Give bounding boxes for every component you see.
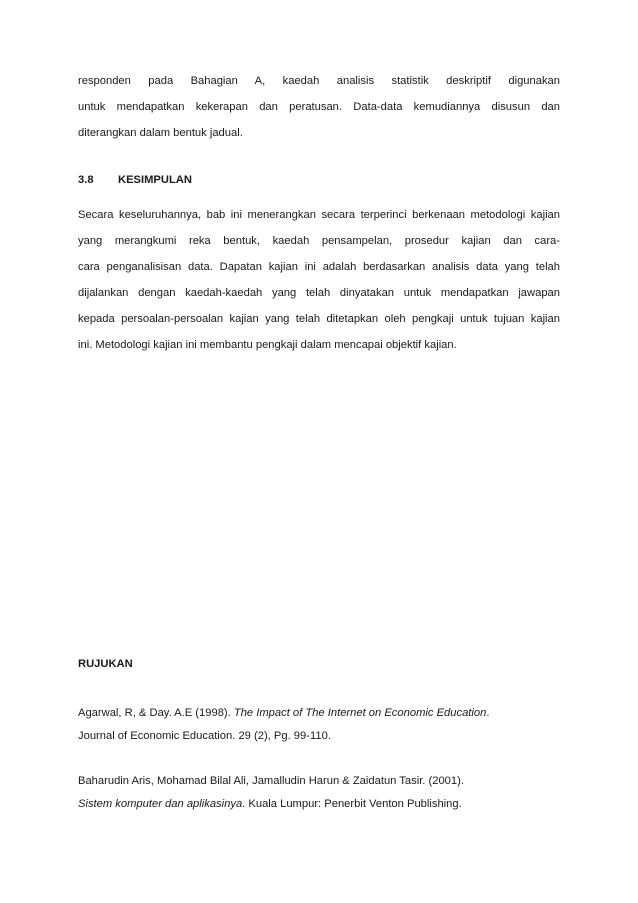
text-line: cara penganalisisan data. Dapatan kajian ini adalah berdasarkan analisis data yang telah	[78, 261, 560, 273]
text-line: responden pada Bahagian A, kaedah analisis statistik deskriptif digunakan	[78, 75, 560, 87]
section-title: KESIMPULAN	[118, 174, 192, 186]
intro-paragraph	[78, 68, 560, 146]
text-line: diterangkan dalam bentuk jadual.	[78, 127, 243, 139]
section-heading	[78, 174, 192, 186]
reference-title: Sistem komputer dan aplikasinya	[78, 798, 243, 810]
text-line: untuk mendapatkan kekerapan dan peratusan. Data-data kemudiannya disusun dan	[78, 101, 560, 113]
conclusion-paragraph	[78, 202, 560, 358]
section-number: 3.8	[78, 174, 94, 186]
references-heading: RUJUKAN	[78, 658, 133, 670]
reference-title: The Impact of The Internet on Economic Education	[233, 707, 487, 719]
reference-source: Journal of Economic Education. 29 (2), Pg. 99-110.	[78, 730, 331, 742]
reference-item	[78, 702, 568, 748]
reference-authors: Agarwal, R, & Day. A.E (1998).	[78, 707, 234, 719]
text-line: yang merangkumi reka bentuk, kaedah pensampelan, prosedur kajian dan cara-	[78, 235, 560, 247]
text-line: kepada persoalan-persoalan kajian yang telah ditetapkan oleh pengkaji untuk tujuan kajian	[78, 313, 560, 325]
reference-publisher: . Kuala Lumpur: Penerbit Venton Publishing.	[242, 798, 462, 810]
text-line: dijalankan dengan kaedah-kaedah yang telah dinyatakan untuk mendapatkan jawapan	[78, 287, 560, 299]
reference-item	[78, 770, 568, 816]
reference-punctuation: .	[486, 707, 490, 719]
text-line: Secara keseluruhannya, bab ini menerangkan secara terperinci berkenaan metodologi kajian	[78, 209, 560, 221]
reference-authors: Baharudin Aris, Mohamad Bilal Ali, Jamalludin Harun & Zaidatun Tasir. (2001).	[78, 775, 464, 787]
text-line: ini. Metodologi kajian ini membantu pengkaji dalam mencapai objektif kajian.	[78, 339, 457, 351]
